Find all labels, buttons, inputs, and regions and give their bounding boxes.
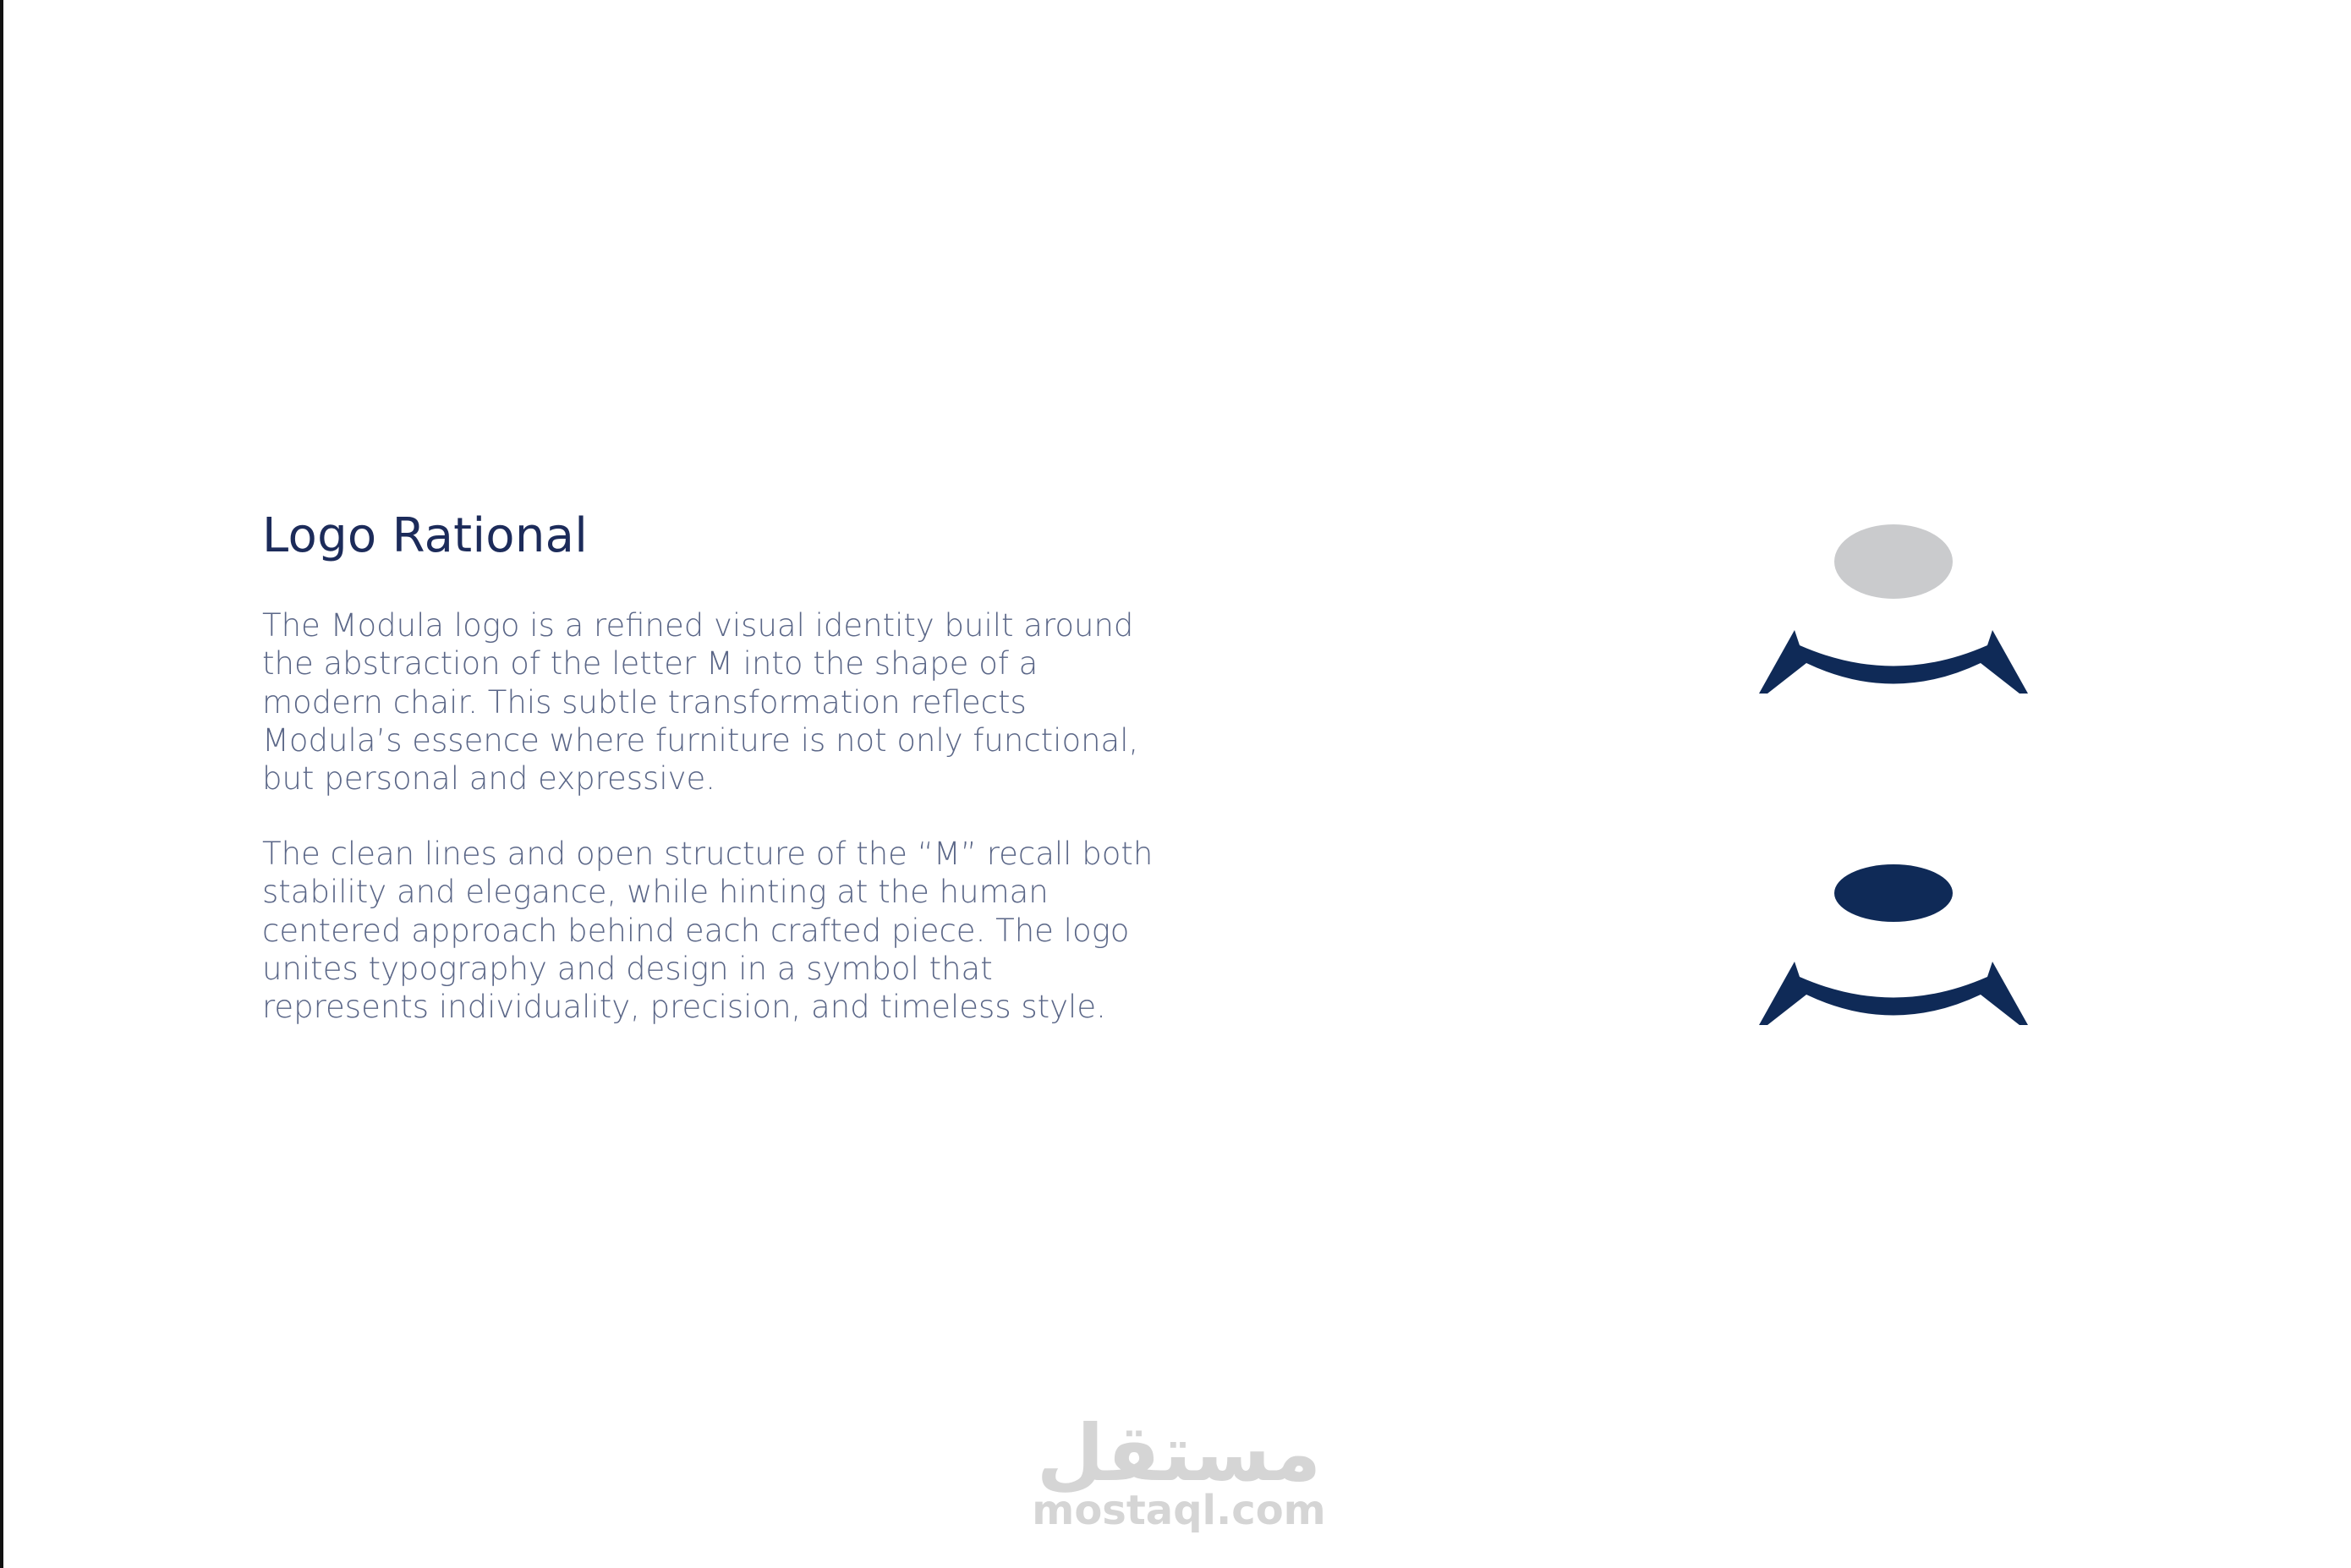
paragraph-line: the abstraction of the letter M into the shape of a [262, 645, 1038, 683]
watermark-latin: mostaql.com [1032, 1487, 1326, 1534]
logo-light-graphic [1759, 524, 2028, 694]
paragraph-line: stability and elegance, while hinting at the human [262, 874, 1049, 911]
modula-chair-logo-icon [1759, 856, 2028, 1025]
watermark-graphic [1027, 1395, 1331, 1539]
paragraph-line: Modula’s essence where furniture is not only functional, [262, 721, 1139, 759]
paragraph-line: modern chair. This subtle transformation reflects [262, 683, 1027, 721]
watermark-arabic: مستقل [1036, 1408, 1322, 1499]
rationale-paragraph-1 [262, 606, 1138, 798]
paragraph-line: The clean lines and open structure of the “M” recall both [262, 836, 1154, 872]
modula-chair-logo-icon [1759, 524, 2028, 694]
slide-title: Logo Rational [262, 508, 589, 563]
logo-seat [1834, 864, 1953, 922]
mostaql-watermark [1027, 1395, 1331, 1539]
paragraph-line: centered approach behind each crafted piece. The logo [262, 912, 1130, 949]
paragraph-line: unites typography and design in a symbol that [262, 950, 993, 987]
paragraph-line: represents individuality, precision, and timeless style. [262, 989, 1106, 1026]
logo-base [1759, 630, 2028, 694]
paragraph-line: but personal and expressive. [262, 760, 716, 798]
logo-base [1759, 962, 2028, 1025]
logo-dark-graphic [1759, 856, 2028, 1025]
paragraph-line: The Modula logo is a refined visual identity built around [262, 607, 1134, 644]
rationale-paragraph-2 [262, 835, 1153, 1026]
logo-seat [1834, 524, 1953, 599]
